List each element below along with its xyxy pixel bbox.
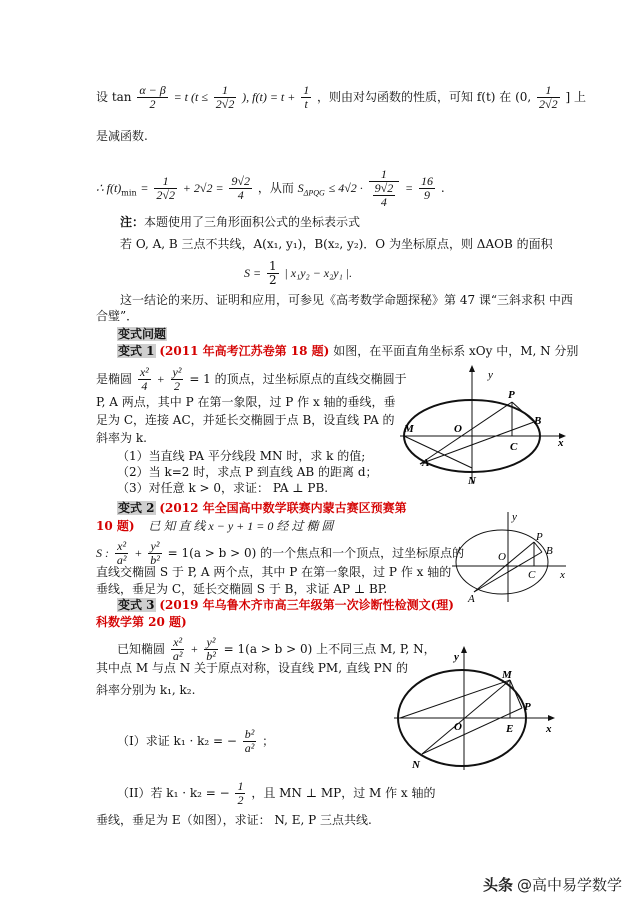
label-A: A bbox=[422, 457, 430, 469]
numerator: 1 bbox=[369, 168, 400, 182]
text: 已知椭圆 bbox=[117, 642, 166, 656]
variant-1-question-3: （3）对任意 k > 0，求证： PA ⊥ PB. bbox=[117, 481, 329, 495]
variant-3-line-1 bbox=[117, 597, 454, 613]
numerator: 1 bbox=[537, 84, 560, 98]
text: （I）求证 k₁ · k₂ = − bbox=[117, 734, 237, 748]
label-N: N bbox=[468, 475, 476, 487]
text: ∴ f(t) bbox=[96, 181, 122, 195]
denominator: b² bbox=[150, 553, 160, 567]
numerator: 1 bbox=[237, 779, 244, 793]
numerator: 16 bbox=[420, 174, 433, 188]
fraction bbox=[154, 175, 177, 202]
numerator: 9√2 bbox=[374, 181, 394, 195]
line-PA bbox=[420, 402, 512, 464]
watermark-platform: 头条 bbox=[482, 876, 513, 894]
fraction bbox=[115, 540, 129, 567]
variant-2-line-3 bbox=[96, 540, 464, 567]
variant-3-line-4: 其中点 M 与点 N 关于原点对称，设直线 PM, 直线 PN 的 bbox=[96, 661, 409, 675]
denominator: 4 bbox=[141, 379, 148, 393]
area-formula bbox=[244, 260, 352, 287]
text: + bbox=[190, 642, 199, 656]
text: = 1 的顶点，过坐标原点的直线交椭圆于 bbox=[189, 372, 407, 386]
label-C: C bbox=[528, 569, 536, 581]
variant-3-line-2 bbox=[96, 614, 187, 630]
watermark-handle: @高中易学数学 bbox=[516, 876, 622, 894]
denominator: 4 bbox=[237, 188, 244, 202]
fraction bbox=[138, 366, 151, 393]
section-title bbox=[117, 326, 167, 342]
label-O: O bbox=[498, 551, 506, 563]
fraction bbox=[214, 84, 237, 111]
subscript: ΔPQG bbox=[303, 188, 325, 198]
note-label: 注： bbox=[120, 215, 145, 229]
text: . bbox=[440, 181, 445, 195]
numerator: x² bbox=[139, 365, 149, 379]
text: ； bbox=[262, 734, 275, 748]
denominator: 4 bbox=[380, 195, 387, 209]
reference-line-2: 合璧”． bbox=[96, 309, 139, 323]
fraction bbox=[267, 260, 279, 287]
label-P: P bbox=[536, 531, 543, 543]
label-x: x bbox=[546, 723, 552, 735]
text: 是椭圆 bbox=[96, 372, 133, 386]
numerator: 1 bbox=[303, 83, 310, 97]
fraction bbox=[419, 175, 435, 202]
variant-source: 10 题) bbox=[96, 519, 135, 533]
denominator bbox=[369, 182, 400, 209]
text: ，且 MN ⊥ MP，过 M 作 x 轴的 bbox=[251, 786, 436, 800]
denominator: 2√2 bbox=[156, 188, 175, 202]
fraction bbox=[171, 636, 185, 663]
line-MP bbox=[510, 680, 522, 708]
figure-3-ellipse bbox=[392, 644, 562, 772]
variant-2-line-4: 直线交椭圆 S 于 P, A 两个点，其中 P 在第一象限，过 P 作 x 轴的 bbox=[96, 565, 452, 579]
label-O: O bbox=[454, 423, 462, 435]
variant-3-question-1 bbox=[117, 728, 274, 755]
line-MN bbox=[404, 436, 472, 468]
fraction bbox=[537, 84, 560, 111]
text: S = bbox=[244, 266, 262, 280]
denominator: 2 bbox=[237, 793, 244, 807]
section-title-text: 变式问题 bbox=[118, 327, 167, 341]
denominator: 2 bbox=[268, 273, 277, 287]
label-M: M bbox=[502, 669, 512, 681]
x-axis-arrow bbox=[548, 715, 555, 721]
label-O: O bbox=[454, 721, 462, 733]
label-y: y bbox=[512, 511, 517, 523]
text: ] 上 bbox=[565, 90, 586, 104]
variant-3-line-5: 斜率分别为 k₁, k₂. bbox=[96, 683, 196, 697]
variant-3-line-3 bbox=[117, 636, 436, 663]
reference-line-1: 这一结论的来历、证明和应用，可参见《高考数学命题探秘》第 47 课“三斜求积 中西 bbox=[120, 293, 573, 307]
label-C: C bbox=[510, 441, 518, 453]
y-axis-arrow bbox=[461, 646, 467, 653]
text: = 1(a > b > 0) 上不同三点 M, P, N， bbox=[223, 642, 436, 656]
text: （II）若 k₁ · k₂ = − bbox=[117, 786, 230, 800]
label-y: y bbox=[488, 369, 493, 381]
line-PA bbox=[474, 542, 534, 592]
text: ，从而 bbox=[257, 181, 294, 195]
line-tan-substitution bbox=[96, 84, 586, 111]
numerator: y² bbox=[172, 365, 182, 379]
numerator: x² bbox=[171, 636, 185, 650]
line-min-value bbox=[96, 168, 445, 209]
label-B: B bbox=[534, 415, 542, 427]
label-y: y bbox=[454, 651, 459, 663]
fraction bbox=[373, 182, 396, 209]
label-x: x bbox=[560, 569, 565, 581]
label-N: N bbox=[412, 759, 420, 771]
label-P: P bbox=[508, 389, 515, 401]
line-decreasing: 是减函数. bbox=[96, 129, 148, 143]
numerator: b² bbox=[244, 727, 255, 741]
fraction bbox=[204, 636, 218, 663]
variant-1-question-2: （2）当 k=2 时，求点 P 到直线 AB 的距离 d； bbox=[117, 465, 378, 479]
numerator: y² bbox=[148, 540, 162, 554]
variant-source: (2012 年全国高中数学联赛内蒙古赛区预赛第 bbox=[159, 501, 407, 515]
denominator: b² bbox=[206, 649, 216, 663]
text: 已 知 直 线 x − y + 1 = 0 经 过 椭 圆 bbox=[148, 519, 334, 533]
note-condition: 若 O, A, B 三点不共线，A(x₁, y₁)，B(x₂, y₂)．O 为坐标原点，则 ΔAOB 的面积 bbox=[120, 237, 553, 251]
text: = bbox=[140, 181, 149, 195]
line-MN bbox=[422, 680, 510, 754]
numerator: y² bbox=[204, 636, 218, 650]
figure-2-ellipse bbox=[448, 508, 572, 604]
text: + bbox=[134, 546, 143, 560]
denominator: a² bbox=[172, 649, 183, 663]
variant-source: (2011 年高考江苏卷第 18 题) bbox=[159, 344, 330, 358]
fraction bbox=[301, 84, 311, 111]
text: S : bbox=[96, 546, 109, 560]
variant-1-line-5: 斜率为 k. bbox=[96, 431, 147, 445]
denominator: t bbox=[304, 97, 308, 111]
figure-1-ellipse bbox=[396, 362, 574, 488]
variant-2-line-1 bbox=[117, 500, 407, 516]
watermark bbox=[483, 874, 622, 895]
text: S bbox=[297, 181, 304, 195]
text: = t (t ≤ bbox=[173, 90, 208, 104]
text: 如图，在平面直角坐标系 xOy 中，M, N 分别 bbox=[333, 344, 579, 358]
text: ≤ 4√2 · bbox=[328, 181, 363, 195]
fraction bbox=[229, 175, 252, 202]
subscript: min bbox=[121, 188, 137, 198]
numerator: 1 bbox=[214, 84, 237, 98]
fraction bbox=[148, 540, 162, 567]
note-line bbox=[120, 214, 360, 230]
denominator: a² bbox=[244, 741, 255, 755]
label-E: E bbox=[506, 723, 514, 735]
fraction bbox=[137, 84, 167, 111]
text: + bbox=[156, 372, 165, 386]
variant-1-line-1 bbox=[117, 343, 578, 359]
denominator: a² bbox=[116, 553, 127, 567]
variant-1-line-3: P, A 两点，其中 P 在第一象限，过 P 作 x 轴的垂线，垂 bbox=[96, 395, 396, 409]
variant-label: 变式 1 bbox=[118, 344, 155, 358]
text: ), f(t) = t + bbox=[242, 90, 296, 104]
variant-2-line-2 bbox=[96, 518, 333, 534]
numerator: x² bbox=[115, 540, 129, 554]
numerator: α − β bbox=[139, 83, 166, 97]
y-axis-arrow bbox=[469, 365, 475, 372]
denominator: 2√2 bbox=[539, 97, 558, 111]
line-PB bbox=[534, 542, 542, 552]
numerator: 9√2 bbox=[231, 174, 250, 188]
line-PB bbox=[512, 402, 534, 422]
variant-1-question-1: （1）当直线 PA 平分线段 MN 时，求 k 的值; bbox=[117, 449, 366, 463]
fraction bbox=[171, 366, 184, 393]
denominator: 2√2 bbox=[215, 97, 235, 111]
variant-1-line-4: 足为 C，连接 AC，并延长交椭圆于点 B，设直线 PA 的 bbox=[96, 413, 395, 427]
denominator: 2 bbox=[149, 97, 156, 111]
text: ，则由对勾函数的性质，可知 f(t) 在 (0, bbox=[317, 90, 532, 104]
text: + 2√2 = bbox=[182, 181, 224, 195]
label-M: M bbox=[404, 423, 414, 435]
numerator: 1 bbox=[154, 175, 177, 189]
note-text: 本题使用了三角形面积公式的坐标表示式 bbox=[144, 215, 361, 229]
variant-2-line-5: 垂线，垂足为 C，延长交椭圆 S 于 B，求证 AP ⊥ BP. bbox=[96, 582, 388, 596]
variant-label: 变式 3 bbox=[118, 598, 155, 612]
fraction bbox=[243, 728, 257, 755]
chord bbox=[400, 680, 510, 718]
label-B: B bbox=[546, 545, 553, 557]
variant-source: 科数学第 20 题) bbox=[96, 615, 187, 629]
numerator: 1 bbox=[268, 259, 277, 273]
variant-1-line-2 bbox=[96, 366, 407, 393]
text: = bbox=[405, 181, 414, 195]
denominator: 2 bbox=[174, 379, 181, 393]
denominator: 9 bbox=[423, 188, 430, 202]
fraction bbox=[235, 780, 245, 807]
text: | x₁y₂ − x₂y₁ |. bbox=[284, 266, 353, 280]
label-P: P bbox=[524, 701, 531, 713]
variant-source: (2019 年乌鲁木齐市高三年级第一次诊断性检测文(理) bbox=[159, 598, 454, 612]
variant-3-question-2 bbox=[117, 780, 436, 807]
variant-label: 变式 2 bbox=[118, 501, 155, 515]
label-x: x bbox=[558, 437, 564, 449]
variant-3-question-2-cont: 垂线，垂足为 E（如图），求证： N, E, P 三点共线. bbox=[96, 813, 372, 827]
text: 设 tan bbox=[96, 90, 132, 104]
fraction-nested bbox=[369, 168, 400, 209]
label-A: A bbox=[468, 593, 475, 604]
text: = 1(a > b > 0) 的一个焦点和一个顶点，过坐标原点的 bbox=[167, 546, 465, 560]
